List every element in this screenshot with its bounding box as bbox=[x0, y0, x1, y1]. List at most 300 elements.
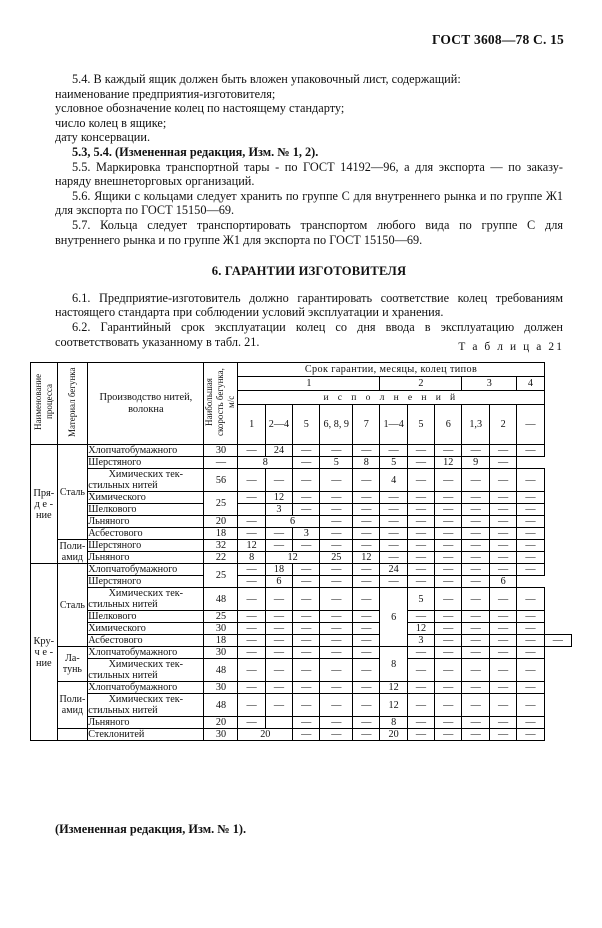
cell-guarantee-period: — bbox=[380, 492, 407, 504]
cell-guarantee-period: — bbox=[320, 516, 353, 528]
cell-guarantee-period: — bbox=[407, 717, 434, 729]
cell-guarantee-period: — bbox=[293, 694, 320, 717]
cell-guarantee-period: — bbox=[293, 682, 320, 694]
cell-guarantee-period: — bbox=[462, 635, 490, 647]
cell-guarantee-period: — bbox=[489, 647, 516, 659]
cell-material: Поли- амид bbox=[57, 540, 88, 564]
cell-guarantee-period: — bbox=[517, 659, 544, 682]
cell-speed: 20 bbox=[204, 717, 238, 729]
cell-guarantee-period: — bbox=[435, 445, 462, 457]
cell-guarantee-period: — bbox=[435, 528, 462, 540]
cell-guarantee-period: 24 bbox=[380, 564, 407, 576]
cell-guarantee-period: — bbox=[293, 588, 320, 611]
table-row bbox=[31, 623, 572, 635]
cell-guarantee-period: — bbox=[407, 694, 434, 717]
cell-guarantee-period: — bbox=[489, 682, 516, 694]
cell-production: Хлопчатобумажного bbox=[88, 647, 204, 659]
th-material-label: Материал бегунка bbox=[66, 367, 77, 437]
cell-speed: 18 bbox=[204, 528, 238, 540]
footnote-revision: (Измененная редакция, Изм. № 1). bbox=[55, 822, 247, 836]
cell-guarantee-period: — bbox=[435, 504, 462, 516]
cell-guarantee-period: — bbox=[320, 682, 353, 694]
cell-speed: 30 bbox=[204, 729, 238, 741]
cell-guarantee-period: — bbox=[238, 492, 265, 504]
cell-production: Шелкового bbox=[88, 611, 204, 623]
cell-guarantee-period: — bbox=[353, 516, 380, 528]
guarantee-periods-table bbox=[30, 362, 572, 741]
cell-speed: 30 bbox=[204, 647, 238, 659]
cell-guarantee-period: 25 bbox=[320, 552, 353, 564]
cell-guarantee-period: — bbox=[293, 659, 320, 682]
cell-guarantee-period: — bbox=[462, 492, 490, 504]
page-header-standard-ref: ГОСТ 3608—78 С. 15 bbox=[431, 32, 564, 47]
table-row bbox=[31, 540, 572, 552]
th-production-label: Производство нитей, волокна bbox=[99, 391, 193, 415]
cell-guarantee-period: — bbox=[320, 540, 353, 552]
cell-guarantee-period bbox=[265, 717, 292, 729]
cell-guarantee-period: 6 bbox=[489, 576, 516, 588]
cell-guarantee-period: — bbox=[517, 694, 544, 717]
cell-guarantee-period: 6 bbox=[380, 588, 407, 647]
cell-guarantee-period: — bbox=[462, 682, 490, 694]
table-row bbox=[31, 552, 572, 564]
cell-guarantee-period: — bbox=[293, 540, 320, 552]
cell-material: Поли- амид bbox=[57, 682, 88, 729]
cell-guarantee-period: — bbox=[407, 552, 434, 564]
cell-guarantee-period: — bbox=[517, 635, 544, 647]
cell-guarantee-period: — bbox=[353, 611, 380, 623]
cell-speed: 48 bbox=[204, 694, 238, 717]
cell-guarantee-period: — bbox=[265, 635, 292, 647]
cell-guarantee-period: — bbox=[462, 516, 490, 528]
cell-guarantee-period: — bbox=[353, 504, 380, 516]
th-variant-4: 7 bbox=[353, 405, 380, 445]
cell-guarantee-period: — bbox=[489, 457, 516, 469]
cell-guarantee-period: — bbox=[489, 611, 516, 623]
cell-guarantee-period: — bbox=[407, 457, 434, 469]
cell-guarantee-period: — bbox=[238, 717, 265, 729]
table-row bbox=[31, 729, 572, 741]
cell-guarantee-period: — bbox=[407, 729, 434, 741]
cell-guarantee-period: — bbox=[435, 659, 462, 682]
table-row bbox=[31, 659, 572, 682]
cell-production: Шерстяного bbox=[88, 457, 204, 469]
cell-guarantee-period: — bbox=[462, 694, 490, 717]
cell-guarantee-period: — bbox=[489, 469, 516, 492]
cell-guarantee-period: — bbox=[238, 694, 265, 717]
th-variant-2: 5 bbox=[293, 405, 320, 445]
cell-guarantee-period: — bbox=[435, 647, 462, 659]
cell-guarantee-period: — bbox=[238, 611, 265, 623]
paragraph-5-4-item-a: наименование предприятия-изготовителя; bbox=[55, 86, 276, 101]
cell-production: Асбестового bbox=[88, 635, 204, 647]
cell-guarantee-period: — bbox=[517, 492, 544, 504]
cell-production: Химического bbox=[88, 623, 204, 635]
cell-guarantee-period: — bbox=[435, 516, 462, 528]
table-row bbox=[31, 457, 572, 469]
cell-guarantee-period: — bbox=[489, 588, 516, 611]
cell-guarantee-period: — bbox=[435, 492, 462, 504]
table-row bbox=[31, 445, 572, 457]
cell-guarantee-period: — bbox=[238, 623, 265, 635]
th-material bbox=[57, 363, 88, 445]
cell-guarantee-period: — bbox=[462, 552, 490, 564]
cell-guarantee-period: — bbox=[265, 611, 292, 623]
cell-guarantee-period: — bbox=[462, 564, 490, 576]
cell-guarantee-period: — bbox=[353, 576, 380, 588]
cell-guarantee-period: — bbox=[238, 659, 265, 682]
cell-guarantee-period: — bbox=[489, 659, 516, 682]
cell-guarantee-period: — bbox=[544, 635, 571, 647]
cell-guarantee-period: 4 bbox=[380, 469, 407, 492]
cell-guarantee-period: — bbox=[320, 623, 353, 635]
table-row bbox=[31, 576, 572, 588]
section-6-title: 6. ГАРАНТИИ ИЗГОТОВИТЕЛЯ bbox=[211, 264, 407, 279]
paragraph-5-3-5-4-revision: 5.3, 5.4. (Измененная редакция, Изм. № 1, 2). bbox=[72, 144, 319, 159]
cell-guarantee-period: — bbox=[353, 564, 380, 576]
cell-guarantee-period: — bbox=[265, 647, 292, 659]
cell-guarantee-period: — bbox=[462, 659, 490, 682]
table-row bbox=[31, 611, 572, 623]
th-variant-6: 5 bbox=[407, 405, 434, 445]
cell-guarantee-period: — bbox=[462, 504, 490, 516]
cell-guarantee-period: 8 bbox=[380, 647, 407, 682]
cell-guarantee-period: — bbox=[380, 552, 407, 564]
cell-guarantee-period: 20 bbox=[238, 729, 293, 741]
cell-guarantee-period: — bbox=[293, 445, 320, 457]
cell-guarantee-period: — bbox=[407, 576, 434, 588]
cell-speed: 25 bbox=[204, 564, 238, 588]
table-row bbox=[31, 647, 572, 659]
cell-process: Кру- ч е - ние bbox=[31, 564, 58, 741]
cell-guarantee-period: — bbox=[489, 552, 516, 564]
table-row bbox=[31, 528, 572, 540]
cell-guarantee-period: — bbox=[265, 623, 292, 635]
cell-production: Стеклонитей bbox=[88, 729, 204, 741]
cell-production: Хлопчатобумажного bbox=[88, 445, 204, 457]
paragraph-5-6: 5.6. Ящики с кольцами следует хранить по группе С для внутреннего рынка и по группе Ж1 для экспорта по ГОСТ 15150—69. bbox=[55, 188, 563, 218]
cell-speed: 48 bbox=[204, 659, 238, 682]
cell-guarantee-period: — bbox=[293, 729, 320, 741]
cell-material: Ла- тунь bbox=[57, 647, 88, 682]
cell-guarantee-period: — bbox=[462, 576, 490, 588]
table-head-row-1 bbox=[31, 363, 572, 377]
cell-guarantee-period: 8 bbox=[238, 457, 293, 469]
cell-guarantee-period: — bbox=[517, 682, 544, 694]
cell-material: Сталь bbox=[57, 564, 88, 647]
cell-guarantee-period: — bbox=[489, 564, 516, 576]
cell-guarantee-period: — bbox=[293, 469, 320, 492]
cell-guarantee-period: — bbox=[407, 504, 434, 516]
cell-guarantee-period: — bbox=[462, 588, 490, 611]
cell-guarantee-period: — bbox=[353, 717, 380, 729]
cell-guarantee-period: 12 bbox=[353, 552, 380, 564]
cell-guarantee-period: — bbox=[320, 659, 353, 682]
cell-guarantee-period: 12 bbox=[265, 552, 320, 564]
cell-guarantee-period: — bbox=[320, 492, 353, 504]
cell-guarantee-period: 8 bbox=[380, 717, 407, 729]
cell-guarantee-period: — bbox=[435, 623, 462, 635]
cell-guarantee-period: — bbox=[293, 623, 320, 635]
cell-speed: 18 bbox=[204, 635, 238, 647]
cell-guarantee-period: — bbox=[293, 576, 320, 588]
cell-guarantee-period: — bbox=[238, 516, 265, 528]
cell-guarantee-period: — bbox=[435, 717, 462, 729]
paragraph-5-5: 5.5. Маркировка транспортной тары - по ГОСТ 14192—96, а для экспорта — по заказу-наряду внешнеторговых организаций. bbox=[55, 159, 563, 189]
cell-guarantee-period: — bbox=[320, 469, 353, 492]
cell-guarantee-period: 9 bbox=[462, 457, 490, 469]
cell-speed: 30 bbox=[204, 623, 238, 635]
cell-guarantee-period: — bbox=[293, 492, 320, 504]
cell-guarantee-period: — bbox=[435, 552, 462, 564]
cell-production: Химических тек-стильных нитей bbox=[88, 659, 204, 682]
table-row bbox=[31, 717, 572, 729]
cell-guarantee-period: — bbox=[265, 682, 292, 694]
cell-guarantee-period: — bbox=[435, 540, 462, 552]
cell-guarantee-period: — bbox=[293, 635, 320, 647]
cell-production: Льняного bbox=[88, 516, 204, 528]
th-ring-type-1: 1 bbox=[238, 377, 380, 391]
cell-speed: 25 bbox=[204, 492, 238, 516]
cell-speed: 30 bbox=[204, 445, 238, 457]
cell-guarantee-period: — bbox=[407, 659, 434, 682]
cell-guarantee-period: — bbox=[462, 540, 490, 552]
table-row bbox=[31, 694, 572, 717]
cell-guarantee-period: 20 bbox=[380, 729, 407, 741]
th-process bbox=[31, 363, 58, 445]
th-production bbox=[88, 363, 204, 445]
table-caption: Т а б л и ц а 21 bbox=[458, 341, 564, 353]
cell-production: Химических тек-стильных нитей bbox=[88, 694, 204, 717]
cell-guarantee-period: — bbox=[265, 588, 292, 611]
cell-guarantee-period: 5 bbox=[407, 588, 434, 611]
cell-guarantee-period: — bbox=[353, 445, 380, 457]
cell-guarantee-period: — bbox=[517, 540, 544, 552]
cell-guarantee-period: — bbox=[380, 516, 407, 528]
cell-production: Льняного bbox=[88, 552, 204, 564]
cell-guarantee-period: 12 bbox=[238, 540, 265, 552]
cell-guarantee-period: 12 bbox=[380, 682, 407, 694]
cell-guarantee-period: — bbox=[320, 647, 353, 659]
cell-guarantee-period: 12 bbox=[380, 694, 407, 717]
cell-guarantee-period: — bbox=[435, 635, 462, 647]
cell-production: Шерстяного bbox=[88, 576, 204, 588]
cell-guarantee-period: — bbox=[353, 729, 380, 741]
cell-guarantee-period: — bbox=[407, 564, 434, 576]
cell-guarantee-period: — bbox=[353, 492, 380, 504]
table-row bbox=[31, 504, 572, 516]
table-row bbox=[31, 564, 572, 576]
cell-guarantee-period: — bbox=[489, 504, 516, 516]
cell-guarantee-period: — bbox=[353, 635, 380, 647]
cell-guarantee-period: — bbox=[353, 540, 380, 552]
cell-guarantee-period: — bbox=[462, 717, 490, 729]
cell-guarantee-period: — bbox=[353, 469, 380, 492]
cell-guarantee-period: 6 bbox=[265, 576, 292, 588]
cell-guarantee-period: — bbox=[353, 659, 380, 682]
cell-guarantee-period: — bbox=[517, 504, 544, 516]
cell-material bbox=[57, 729, 88, 741]
cell-guarantee-period: — bbox=[517, 588, 544, 611]
paragraph-5-4-item-b: условное обозначение колец по настоящему стандарту; bbox=[55, 101, 345, 116]
cell-guarantee-period: — bbox=[265, 694, 292, 717]
cell-guarantee-period: — bbox=[380, 445, 407, 457]
cell-guarantee-period: — bbox=[517, 611, 544, 623]
cell-guarantee-period: — bbox=[238, 564, 265, 576]
cell-guarantee-period: — bbox=[407, 611, 434, 623]
cell-guarantee-period: — bbox=[265, 469, 292, 492]
cell-guarantee-period: — bbox=[238, 647, 265, 659]
cell-speed: 22 bbox=[204, 552, 238, 564]
table-head bbox=[31, 363, 572, 445]
cell-guarantee-period: — bbox=[238, 528, 265, 540]
th-ring-type-3: 3 bbox=[462, 377, 517, 391]
cell-guarantee-period: — bbox=[238, 682, 265, 694]
paragraph-5-7: 5.7. Кольца следует транспортировать транспортом любого вида по группе С для внутреннего рынка и по группе Ж1 для экспорта по ГОСТ 15150—69. bbox=[55, 217, 563, 247]
cell-guarantee-period: — bbox=[238, 445, 265, 457]
cell-production: Шерстяного bbox=[88, 540, 204, 552]
cell-guarantee-period: 6 bbox=[265, 516, 320, 528]
table-row bbox=[31, 469, 572, 492]
paragraph-5-4-item-d: дату консервации. bbox=[55, 130, 151, 145]
cell-guarantee-period: 3 bbox=[407, 635, 434, 647]
cell-guarantee-period: — bbox=[353, 623, 380, 635]
cell-guarantee-period: — bbox=[293, 564, 320, 576]
th-ring-type-4: 4 bbox=[517, 377, 544, 391]
cell-guarantee-period: — bbox=[407, 540, 434, 552]
cell-guarantee-period: — bbox=[489, 445, 516, 457]
cell-guarantee-period: — bbox=[462, 623, 490, 635]
cell-guarantee-period: — bbox=[517, 623, 544, 635]
cell-guarantee-period: — bbox=[435, 469, 462, 492]
cell-guarantee-period: — bbox=[517, 729, 544, 741]
cell-guarantee-period: — bbox=[462, 611, 490, 623]
cell-guarantee-period: — bbox=[293, 611, 320, 623]
th-variant-7: 6 bbox=[435, 405, 462, 445]
cell-guarantee-period: — bbox=[462, 729, 490, 741]
cell-guarantee-period: — bbox=[407, 516, 434, 528]
cell-guarantee-period: — bbox=[238, 576, 265, 588]
cell-guarantee-period: — bbox=[238, 635, 265, 647]
cell-guarantee-period: — bbox=[407, 469, 434, 492]
cell-production: Льняного bbox=[88, 717, 204, 729]
cell-guarantee-period: — bbox=[320, 528, 353, 540]
cell-speed: 30 bbox=[204, 682, 238, 694]
cell-guarantee-period: — bbox=[293, 504, 320, 516]
cell-guarantee-period: — bbox=[435, 611, 462, 623]
cell-guarantee-period: — bbox=[293, 717, 320, 729]
cell-guarantee-period: — bbox=[517, 469, 544, 492]
cell-production: Химического bbox=[88, 492, 204, 504]
table-body bbox=[31, 445, 572, 741]
cell-guarantee-period: — bbox=[517, 528, 544, 540]
cell-guarantee-period: — bbox=[489, 694, 516, 717]
cell-guarantee-period: 3 bbox=[293, 528, 320, 540]
cell-guarantee-period: — bbox=[407, 445, 434, 457]
cell-guarantee-period: — bbox=[435, 564, 462, 576]
cell-production: Асбестового bbox=[88, 528, 204, 540]
table-row bbox=[31, 588, 572, 611]
cell-guarantee-period: — bbox=[238, 469, 265, 492]
cell-guarantee-period: — bbox=[380, 504, 407, 516]
cell-guarantee-period: 12 bbox=[265, 492, 292, 504]
th-variant-1: 2—4 bbox=[265, 405, 292, 445]
cell-guarantee-period: — bbox=[462, 469, 490, 492]
cell-guarantee-period: — bbox=[353, 694, 380, 717]
cell-guarantee-period: — bbox=[320, 504, 353, 516]
cell-guarantee-period: — bbox=[435, 682, 462, 694]
paragraph-6-1: 6.1. Предприятие-изготовитель должно гарантировать соответствие колец требованиям настоящего стандарта при соблюдении условий эксплуатации и хранения. bbox=[55, 290, 563, 320]
cell-guarantee-period: — bbox=[517, 552, 544, 564]
cell-guarantee-period: — bbox=[320, 611, 353, 623]
cell-speed: 20 bbox=[204, 516, 238, 528]
cell-guarantee-period: — bbox=[265, 528, 292, 540]
cell-guarantee-period: — bbox=[320, 729, 353, 741]
th-variant-10: — bbox=[517, 405, 544, 445]
cell-guarantee-period: — bbox=[238, 588, 265, 611]
th-group-title: Срок гарантии, месяцы, колец типов bbox=[238, 363, 544, 377]
cell-speed: 32 bbox=[204, 540, 238, 552]
cell-guarantee-period: — bbox=[407, 682, 434, 694]
cell-guarantee-period: — bbox=[489, 492, 516, 504]
th-ring-type-2: 2 bbox=[380, 377, 462, 391]
table-row bbox=[31, 492, 572, 504]
cell-guarantee-period: — bbox=[320, 635, 353, 647]
cell-guarantee-period: — bbox=[265, 540, 292, 552]
cell-guarantee-period: — bbox=[380, 576, 407, 588]
cell-guarantee-period: — bbox=[517, 717, 544, 729]
cell-guarantee-period: — bbox=[517, 445, 544, 457]
cell-guarantee-period: 8 bbox=[353, 457, 380, 469]
table-row bbox=[31, 516, 572, 528]
cell-guarantee-period: 5 bbox=[380, 457, 407, 469]
cell-production: Шелкового bbox=[88, 504, 204, 516]
cell-guarantee-period: — bbox=[265, 659, 292, 682]
cell-guarantee-period: — bbox=[435, 576, 462, 588]
cell-guarantee-period: — bbox=[462, 445, 490, 457]
cell-guarantee-period: — bbox=[353, 528, 380, 540]
cell-speed: 56 bbox=[204, 469, 238, 492]
cell-guarantee-period: — bbox=[320, 588, 353, 611]
cell-guarantee-period: — bbox=[320, 445, 353, 457]
cell-speed: 25 bbox=[204, 611, 238, 623]
cell-guarantee-period: — bbox=[353, 588, 380, 611]
cell-guarantee-period: 5 bbox=[320, 457, 353, 469]
cell-production: Хлопчатобумажного bbox=[88, 682, 204, 694]
cell-guarantee-period: — bbox=[353, 647, 380, 659]
cell-guarantee-period: 12 bbox=[435, 457, 462, 469]
cell-guarantee-period: — bbox=[407, 528, 434, 540]
cell-guarantee-period: — bbox=[320, 694, 353, 717]
cell-guarantee-period: — bbox=[517, 564, 544, 576]
cell-guarantee-period: 3 bbox=[265, 504, 292, 516]
cell-guarantee-period: — bbox=[407, 492, 434, 504]
th-process-label: Наименование процесса bbox=[32, 373, 54, 431]
th-variant-8: 1,3 bbox=[462, 405, 490, 445]
cell-speed: 48 bbox=[204, 588, 238, 611]
paragraph-6-2: 6.2. Гарантийный срок эксплуатации колец со дня ввода в эксплуатацию должен соответствовать указанному в табл. 21. bbox=[55, 319, 563, 349]
paragraph-5-4: 5.4. В каждый ящик должен быть вложен упаковочный лист, содержащий: bbox=[72, 72, 461, 86]
cell-guarantee-period: 12 bbox=[407, 623, 434, 635]
th-variant-3: 6, 8, 9 bbox=[320, 405, 353, 445]
th-speed bbox=[204, 363, 238, 445]
cell-guarantee-period: 18 bbox=[265, 564, 292, 576]
cell-guarantee-period: — bbox=[489, 623, 516, 635]
cell-guarantee-period: — bbox=[517, 647, 544, 659]
document-body-text bbox=[55, 72, 563, 349]
th-ispolnenie-label: и с п о л н е н и й bbox=[238, 391, 544, 405]
th-variant-0: 1 bbox=[238, 405, 265, 445]
